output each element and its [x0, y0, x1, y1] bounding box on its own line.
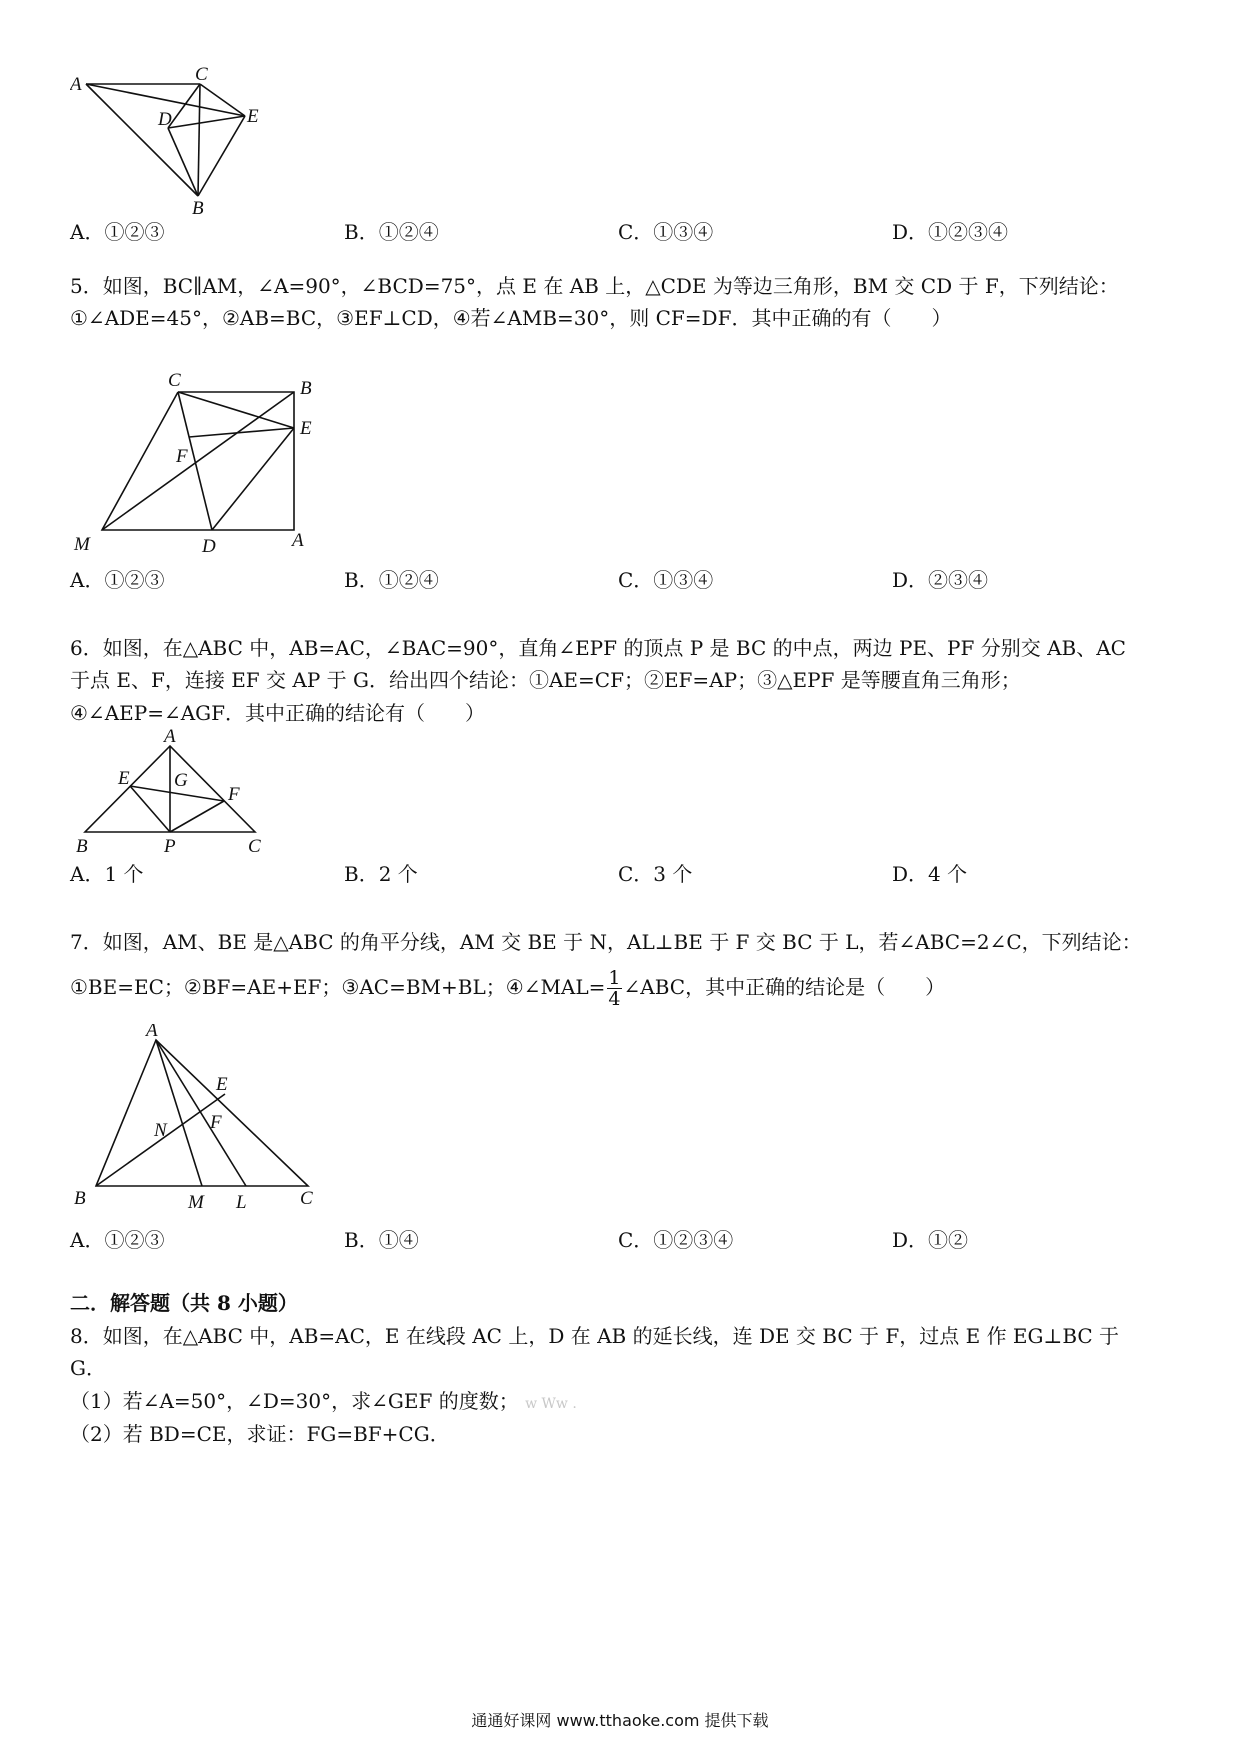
q5-label-E: E [300, 418, 312, 439]
q8-part1-faint-mark: w Ww . [525, 1396, 577, 1412]
q5-option-d: D．②③④ [892, 568, 989, 592]
q6-stem-line3: ④∠AEP=∠AGF．其中正确的结论有（ ） [70, 701, 485, 725]
page-footer: 通通好课网 www.tthaoke.com 提供下载 [471, 1711, 769, 1730]
q8-stem-line1: 8．如图，在△ABC 中，AB=AC，E 在线段 AC 上，D 在 AB 的延长线，连 DE 交 BC 于 F，过点 E 作 EG⊥BC 于 [70, 1324, 1120, 1348]
q4-label-D: D [158, 109, 172, 130]
q7-stem-line2-post: ∠ABC，其中正确的结论是（ ） [623, 975, 946, 999]
q7-option-c: C．①②③④ [618, 1228, 734, 1252]
q6-label-P: P [164, 836, 176, 857]
q4-option-b: B．①②④ [344, 220, 439, 244]
q7-label-E: E [216, 1074, 228, 1095]
q4-label-A: A [70, 74, 82, 95]
q5-figure-lines [102, 392, 294, 530]
q5-option-b: B．①②④ [344, 568, 439, 592]
q6-figure [70, 728, 270, 858]
q6-label-B: B [76, 836, 88, 857]
q7-stem-line1: 7．如图，AM、BE 是△ABC 的角平分线，AM 交 BE 于 N，AL⊥BE 于 F 交 BC 于 L，若∠ABC=2∠C，下列结论： [70, 930, 1142, 954]
q7-option-b: B．①④ [344, 1228, 419, 1252]
q7-option-d: D．①② [892, 1228, 969, 1252]
q7-fraction-numerator: 1 [608, 967, 621, 989]
q8-stem-line2: G． [70, 1356, 106, 1380]
q7-stem-line2 [70, 968, 945, 1009]
q5-option-a: A．①②③ [70, 568, 165, 592]
q7-figure-lines [96, 1040, 308, 1186]
q7-label-B: B [74, 1188, 86, 1209]
q7-label-L: L [236, 1192, 247, 1213]
q4-option-a: A．①②③ [70, 220, 165, 244]
q5-stem-line1: 5．如图，BC∥AM，∠A=90°，∠BCD=75°，点 E 在 AB 上，△CDE 为等边三角形，BM 交 CD 于 F，下列结论： [70, 274, 1119, 298]
q6-label-G: G [174, 770, 188, 791]
q6-option-d: D．4 个 [892, 862, 968, 886]
q5-label-F: F [176, 446, 188, 467]
q7-stem-line2-pre: ①BE=EC；②BF=AE+EF；③AC=BM+BL；④∠MAL= [70, 975, 606, 999]
q6-option-c: C．3 个 [618, 862, 693, 886]
q6-label-E: E [118, 768, 130, 789]
q4-label-B: B [192, 198, 204, 219]
q5-label-B: B [300, 378, 312, 399]
q7-label-M: M [188, 1192, 204, 1213]
q4-option-c: C．①③④ [618, 220, 714, 244]
q6-stem-line1: 6．如图，在△ABC 中，AB=AC，∠BAC=90°，直角∠EPF 的顶点 P 是 BC 的中点，两边 PE、PF 分别交 AB、AC [70, 636, 1126, 660]
q7-fraction [607, 968, 621, 1009]
q7-figure [70, 1024, 330, 1220]
q6-label-A: A [164, 728, 176, 747]
section2-heading: 二．解答题（共 8 小题） [70, 1291, 298, 1315]
q4-label-E: E [247, 106, 259, 127]
q8-part2: （2）若 BD=CE，求证：FG=BF+CG． [70, 1422, 450, 1446]
q8-part1 [70, 1385, 577, 1420]
q5-stem-line2: ①∠ADE=45°，②AB=BC，③EF⊥CD，④若∠AMB=30°，则 CF=DF．其中正确的有（ ） [70, 306, 952, 330]
q4-option-d: D．①②③④ [892, 220, 1009, 244]
q5-option-c: C．①③④ [618, 568, 714, 592]
q5-label-A: A [292, 530, 304, 551]
q7-label-N: N [154, 1120, 167, 1141]
q6-label-F: F [228, 784, 240, 805]
q6-label-C: C [248, 836, 261, 857]
q4-figure-lines [86, 84, 245, 196]
q7-label-A: A [146, 1024, 158, 1041]
q7-label-C: C [300, 1188, 313, 1209]
q5-label-D: D [202, 536, 216, 557]
q7-option-a: A．①②③ [70, 1228, 165, 1252]
q4-figure [70, 62, 280, 242]
q8-part1-text: （1）若∠A=50°，∠D=30°，求∠GEF 的度数； [70, 1389, 519, 1413]
q5-figure [62, 372, 332, 560]
q7-fraction-denominator: 4 [608, 988, 621, 1010]
q6-stem-line2: 于点 E、F，连接 EF 交 AP 于 G．给出四个结论：①AE=CF；②EF=AP；③△EPF 是等腰直角三角形； [70, 668, 1021, 692]
q5-label-M: M [74, 534, 90, 555]
q5-label-C: C [168, 372, 181, 391]
q7-label-F: F [210, 1112, 222, 1133]
q4-label-C: C [195, 64, 208, 85]
q6-option-a: A．1 个 [70, 862, 144, 886]
q6-option-b: B．2 个 [344, 862, 418, 886]
